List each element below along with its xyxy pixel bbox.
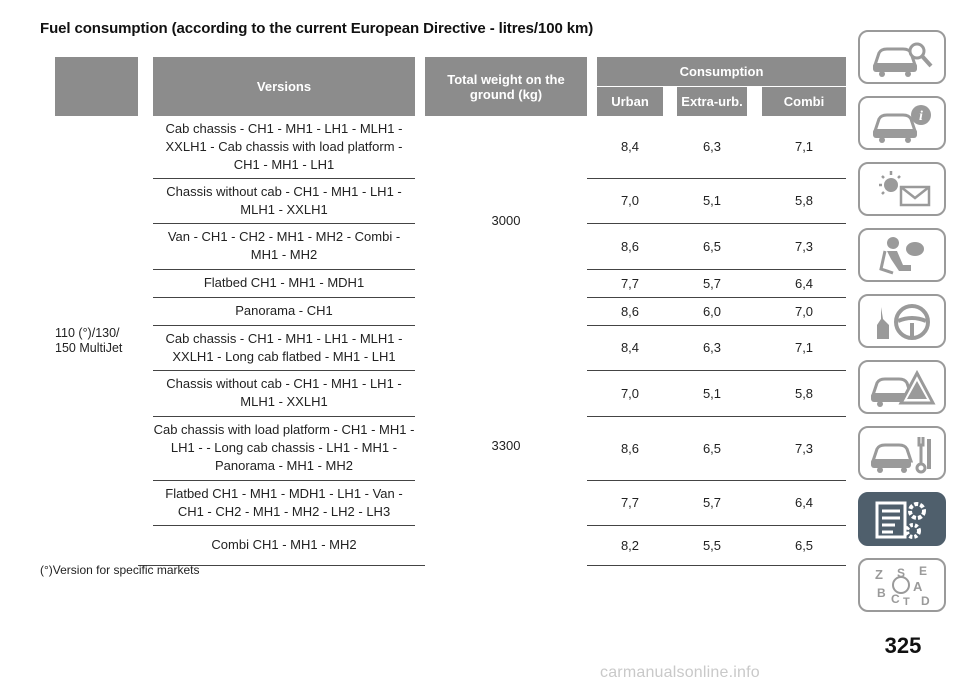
svg-text:T: T bbox=[903, 596, 910, 607]
extra-urban-value: 6,0 bbox=[677, 297, 747, 325]
urban-value: 8,4 bbox=[597, 325, 663, 370]
alphabet-index-icon bbox=[867, 563, 937, 607]
svg-text:E: E bbox=[919, 564, 928, 578]
version-cell: Panorama - CH1 bbox=[153, 297, 415, 325]
watermark: carmanualsonline.info bbox=[600, 664, 760, 681]
extra-urban-value: 5,7 bbox=[677, 480, 747, 525]
combi-value: 7,3 bbox=[762, 416, 846, 480]
tab-emergency[interactable] bbox=[858, 360, 946, 414]
svg-text:A: A bbox=[913, 579, 923, 594]
version-cell: Chassis without cab - CH1 - MH1 - LH1 - MLH1 - XXLH1 bbox=[153, 370, 415, 416]
header-extra-urban: Extra-urb. bbox=[677, 87, 747, 117]
tab-warning-lights[interactable] bbox=[858, 162, 946, 216]
urban-value: 7,0 bbox=[597, 178, 663, 223]
version-cell: Combi CH1 - MH1 - MH2 bbox=[153, 525, 415, 565]
urban-value: 8,6 bbox=[597, 416, 663, 480]
footnote: (°)Version for specific markets bbox=[40, 563, 200, 577]
header-weight: Total weight on the ground (kg) bbox=[425, 57, 587, 116]
header-model-blank bbox=[55, 57, 138, 116]
combi-value: 6,4 bbox=[762, 269, 846, 297]
table-row bbox=[55, 116, 846, 178]
header-consumption: Consumption bbox=[597, 57, 846, 87]
urban-value: 8,2 bbox=[597, 525, 663, 565]
svg-text:i: i bbox=[919, 109, 923, 124]
extra-urban-value: 5,1 bbox=[677, 178, 747, 223]
combi-value: 5,8 bbox=[762, 370, 846, 416]
tab-technical-specifications[interactable] bbox=[858, 492, 946, 546]
svg-text:D: D bbox=[921, 594, 930, 607]
model-cell: 110 (°)/130/ 150 MultiJet bbox=[55, 325, 123, 355]
combi-value: 7,1 bbox=[762, 116, 846, 178]
header-versions: Versions bbox=[153, 57, 415, 116]
weight-cell: 3300 bbox=[491, 437, 521, 453]
svg-text:S: S bbox=[897, 566, 906, 580]
version-cell: Flatbed CH1 - MH1 - MDH1 - LH1 - Van - CH1 - CH2 - MH1 - MH2 - LH2 - LH3 bbox=[153, 480, 415, 525]
combi-value: 7,3 bbox=[762, 223, 846, 269]
combi-value: 6,4 bbox=[762, 480, 846, 525]
tab-car-search[interactable] bbox=[858, 30, 946, 84]
extra-urban-value: 6,5 bbox=[677, 416, 747, 480]
version-cell: Flatbed CH1 - MH1 - MDH1 bbox=[153, 269, 415, 297]
urban-value: 7,7 bbox=[597, 480, 663, 525]
tab-starting-driving[interactable] bbox=[858, 294, 946, 348]
urban-value: 8,4 bbox=[597, 116, 663, 178]
header-urban: Urban bbox=[597, 87, 663, 117]
extra-urban-value: 6,5 bbox=[677, 223, 747, 269]
technical-data-gear-icon bbox=[867, 497, 937, 541]
extra-urban-value: 6,3 bbox=[677, 116, 747, 178]
version-cell: Cab chassis - CH1 - MH1 - LH1 - MLH1 - XXLH1 - Long cab flatbed - MH1 - LH1 bbox=[153, 325, 415, 370]
header-combi: Combi bbox=[762, 87, 846, 117]
svg-text:Z: Z bbox=[875, 567, 883, 582]
tab-maintenance[interactable] bbox=[858, 426, 946, 480]
car-warning-triangle-icon bbox=[867, 365, 937, 409]
car-wrench-icon bbox=[867, 431, 937, 475]
svg-text:C: C bbox=[891, 592, 900, 606]
urban-value: 7,0 bbox=[597, 370, 663, 416]
extra-urban-value: 5,5 bbox=[677, 525, 747, 565]
steering-wheel-oil-icon bbox=[867, 299, 937, 343]
urban-value: 8,6 bbox=[597, 297, 663, 325]
table-row bbox=[55, 325, 846, 370]
version-cell: Cab chassis with load platform - CH1 - MH1 - LH1 - - Long cab chassis - LH1 - MH1 - Panorama - MH1 - MH2 bbox=[153, 416, 415, 480]
page-title: Fuel consumption (according to the current European Directive - litres/100 km) bbox=[40, 20, 594, 37]
svg-text:B: B bbox=[877, 586, 886, 600]
combi-value: 6,5 bbox=[762, 525, 846, 565]
extra-urban-value: 5,7 bbox=[677, 269, 747, 297]
extra-urban-value: 6,3 bbox=[677, 325, 747, 370]
tab-index[interactable] bbox=[858, 558, 946, 612]
tab-car-info[interactable] bbox=[858, 96, 946, 150]
extra-urban-value: 5,1 bbox=[677, 370, 747, 416]
combi-value: 5,8 bbox=[762, 178, 846, 223]
weight-cell: 3000 bbox=[491, 213, 521, 228]
car-search-icon bbox=[867, 35, 937, 79]
combi-value: 7,0 bbox=[762, 297, 846, 325]
car-info-icon bbox=[867, 101, 937, 145]
tab-safety[interactable] bbox=[858, 228, 946, 282]
combi-value: 7,1 bbox=[762, 325, 846, 370]
urban-value: 7,7 bbox=[597, 269, 663, 297]
warning-light-envelope-icon bbox=[867, 167, 937, 211]
version-cell: Chassis without cab - CH1 - MH1 - LH1 - MLH1 - XXLH1 bbox=[153, 178, 415, 223]
version-cell: Van - CH1 - CH2 - MH1 - MH2 - Combi - MH1 - MH2 bbox=[153, 223, 415, 269]
fuel-consumption-table bbox=[55, 57, 846, 566]
airbag-seat-icon bbox=[867, 233, 937, 277]
page-number: 325 bbox=[884, 633, 922, 658]
version-cell: Cab chassis - CH1 - MH1 - LH1 - MLH1 - XXLH1 - Cab chassis with load platform - CH1 - MH1 - LH1 bbox=[153, 116, 415, 178]
urban-value: 8,6 bbox=[597, 223, 663, 269]
